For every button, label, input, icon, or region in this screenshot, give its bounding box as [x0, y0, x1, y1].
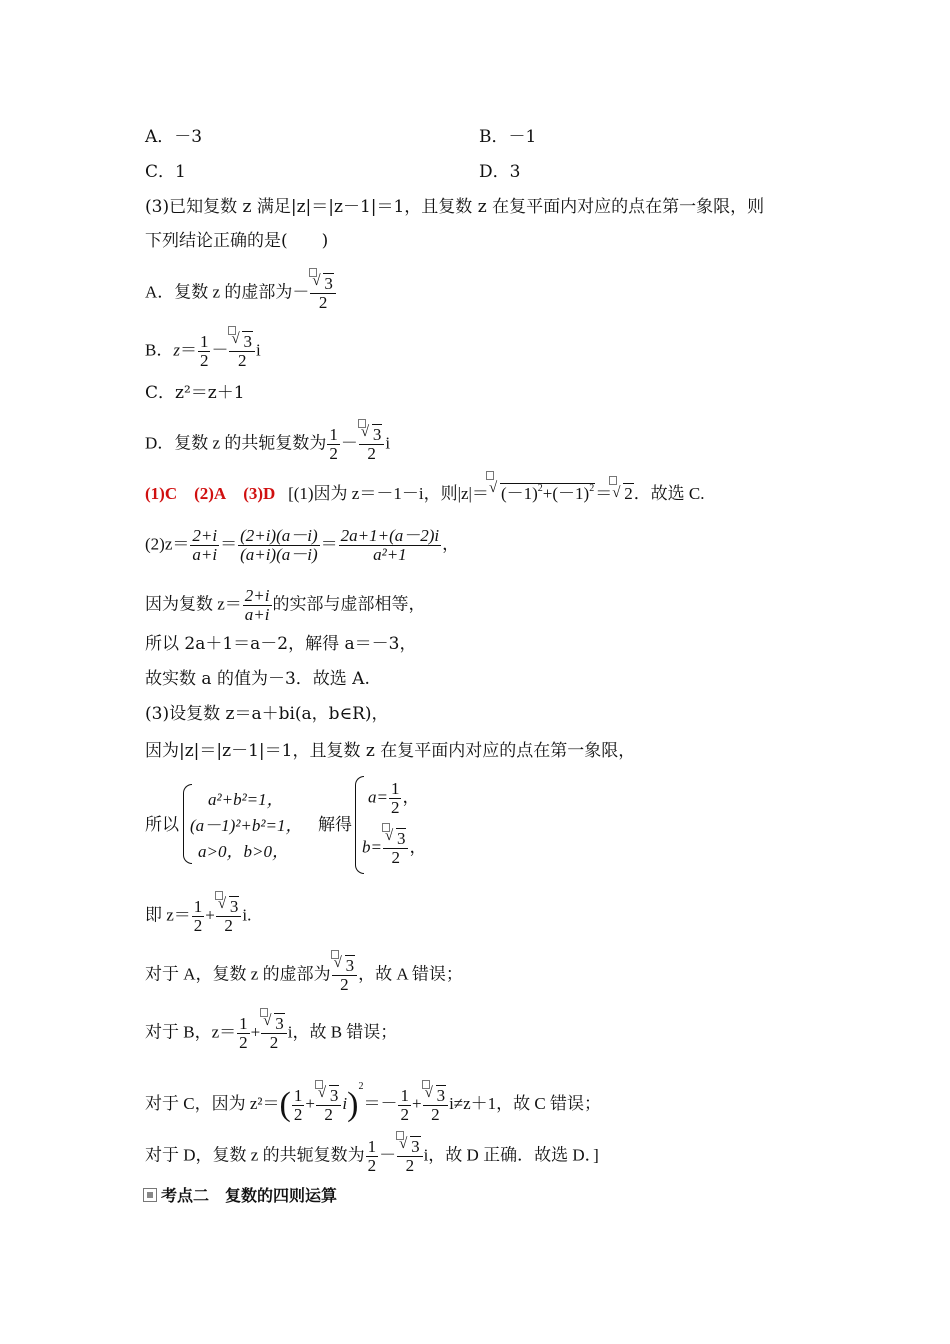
text: ，故 A 错误； — [358, 964, 463, 984]
text: i，故 B 错误； — [287, 1022, 398, 1042]
solution-a: a= $\frac{1}{2}$ ， — [368, 779, 420, 817]
solve-label: 解得 — [318, 815, 352, 835]
fraction: $\frac{2a+1+(a-2)i}{\text{a²+1}}$ — [340, 526, 440, 564]
real-imag-equal-line — [145, 587, 426, 624]
fraction: √ 3 2 — [359, 426, 385, 463]
option-c: C．1 — [145, 162, 186, 182]
q3-option-a-text: A．复数 z 的虚部为－ — [145, 282, 310, 302]
solution-1-end: ．故选 C. — [633, 484, 705, 503]
q3-option-b-label: B． — [145, 340, 174, 360]
fraction: √ 3 2 — [261, 1015, 287, 1052]
answer-2: (2)A — [194, 484, 227, 503]
sol-b-label: b= — [362, 837, 382, 857]
that-is-line: 即 z＝ $\frac{1}{2}$ + √ 3 2 i. — [145, 898, 251, 935]
section-heading-text: 考点二 复数的四则运算 — [161, 1186, 338, 1205]
system-eq-2: (a－1)²+b²=1， — [190, 816, 303, 835]
for-c-line: 对于 C，因为 z²＝( $\frac{1}{2}$ + √ 3 2 i)$^2$＝－ $\frac{1}{2}$ + √ 3 2 i≠z＋1，故 C 错误； — [145, 1081, 601, 1124]
system-eq-1: a²+b²=1， — [208, 790, 284, 809]
q3-stem-line2: 下列结论正确的是( ) — [145, 231, 329, 251]
so-line: 所以 2a＋1＝a－2，解得 a＝－3， — [145, 634, 417, 654]
fraction: $\frac{2+i}{a+i}$ — [192, 526, 218, 564]
answer-line: (1)C (2)A (3)D [(1)因为 z＝－1－i，则|z|＝ √ $(-1)^2+(-1)^2=$ √ 2．故选 C. — [145, 478, 705, 505]
because-line: 因为|z|＝|z－1|＝1，且复数 z 在复平面内对应的点在第一象限， — [145, 741, 636, 761]
solution-2-equation: (2)z＝ $\frac{2+i}{a+i}$ ＝ $\frac{(2+i)(a-i)}{(a+i)(a-i)}$ ＝ $\frac{2a+1+(a-2)i}{\text{a²+1}}$ ， — [145, 526, 460, 564]
text: 即 z＝ — [145, 905, 191, 925]
fraction: √ 3 2 — [397, 1138, 423, 1175]
solution-b: b= √ 3 2 ， — [362, 830, 426, 867]
for-b-line: 对于 B，z＝ $\frac{1}{2}$ + √ 3 2 i，故 B 错误； — [145, 1015, 397, 1052]
fraction: √ 3 2 — [332, 957, 358, 994]
hence-line: 故实数 a 的值为－3．故选 A. — [145, 669, 370, 689]
text: 对于 D，复数 z 的共轭复数为 — [145, 1145, 365, 1165]
system-eq-3: a>0，b>0， — [198, 842, 289, 861]
q3-option-d-text: D．复数 z 的共轭复数为 — [145, 433, 327, 453]
fraction: $\frac{1}{2}$ — [293, 1085, 303, 1124]
fraction: √ 3 2 — [216, 898, 242, 935]
sqrt-expression: √ $(-1)^2+(-1)^2$ — [489, 478, 595, 505]
fraction: $\frac{1}{2}$ — [400, 1085, 409, 1124]
system-label: 所以 — [145, 815, 179, 835]
fraction: √ 3 2 — [310, 275, 336, 312]
q3-option-c: C．z²＝z＋1 — [145, 383, 245, 403]
fraction: √ 3 2 — [316, 1087, 342, 1124]
section-icon — [143, 1188, 157, 1202]
text: 对于 B，z＝ — [145, 1022, 237, 1042]
text: 因为复数 z＝ — [145, 594, 242, 614]
fraction: $\frac{1}{2}$ — [329, 425, 338, 463]
fraction: √ 3 2 — [423, 1087, 449, 1124]
sol-a-label: a= — [368, 787, 388, 807]
text: 的实部与虚部相等， — [272, 594, 426, 614]
q3-stem-line1: (3)已知复数 z 满足|z|＝|z－1|＝1，且复数 z 在复平面内对应的点在第一象限，则 — [145, 197, 765, 217]
fraction: √ 3 2 — [383, 830, 409, 867]
fraction: $\frac{1}{2}$ — [199, 332, 209, 370]
fraction: $\frac{1}{2}$ — [390, 779, 400, 817]
option-b: B．－1 — [479, 127, 537, 147]
fraction: $\frac{(2+i)(a-i)}{(a+i)(a-i)}$ — [240, 526, 318, 564]
fraction: $\frac{1}{2}$ — [367, 1137, 377, 1175]
sqrt-two: √ 2 — [612, 483, 634, 505]
fraction: $\frac{1}{2}$ — [193, 897, 203, 935]
fraction: $\frac{2+i}{a+i}$ — [244, 586, 270, 624]
solution-1-text: [(1)因为 z＝－1－i，则|z|＝ — [288, 484, 489, 503]
fraction: $\frac{1}{2}$ — [239, 1014, 248, 1052]
fraction: √ 3 2 — [229, 333, 255, 370]
text: 对于 A，复数 z 的虚部为 — [145, 964, 331, 984]
text: 对于 C，因为 z²＝ — [145, 1094, 280, 1113]
text: i≠z＋1，故 C 错误； — [449, 1094, 601, 1113]
section-heading — [143, 1185, 337, 1207]
sol2-prefix: (2)z＝ — [145, 534, 190, 554]
option-a: A．－3 — [145, 127, 203, 147]
q3-option-d: D．复数 z 的共轭复数为 $\frac{1}{2}$ － √ 3 2 i — [145, 426, 390, 463]
text: i，故 D 正确．故选 D．] — [423, 1145, 599, 1165]
text: ＝－ — [363, 1094, 398, 1113]
answer-3: (3)D — [243, 484, 276, 503]
q3-option-b: B．z＝ $\frac{1}{2}$ － √ 3 2 i — [145, 333, 261, 370]
for-d-line: 对于 D，复数 z 的共轭复数为 $\frac{1}{2}$ － √ 3 2 i，故 D 正确．故选 D．] — [145, 1138, 599, 1175]
q3-option-a — [145, 275, 337, 312]
option-d: D．3 — [479, 162, 521, 182]
let-line: (3)设复数 z＝a＋bi(a，b∈R)， — [145, 704, 389, 724]
answer-1: (1)C — [145, 484, 178, 503]
for-a-line — [145, 957, 463, 994]
